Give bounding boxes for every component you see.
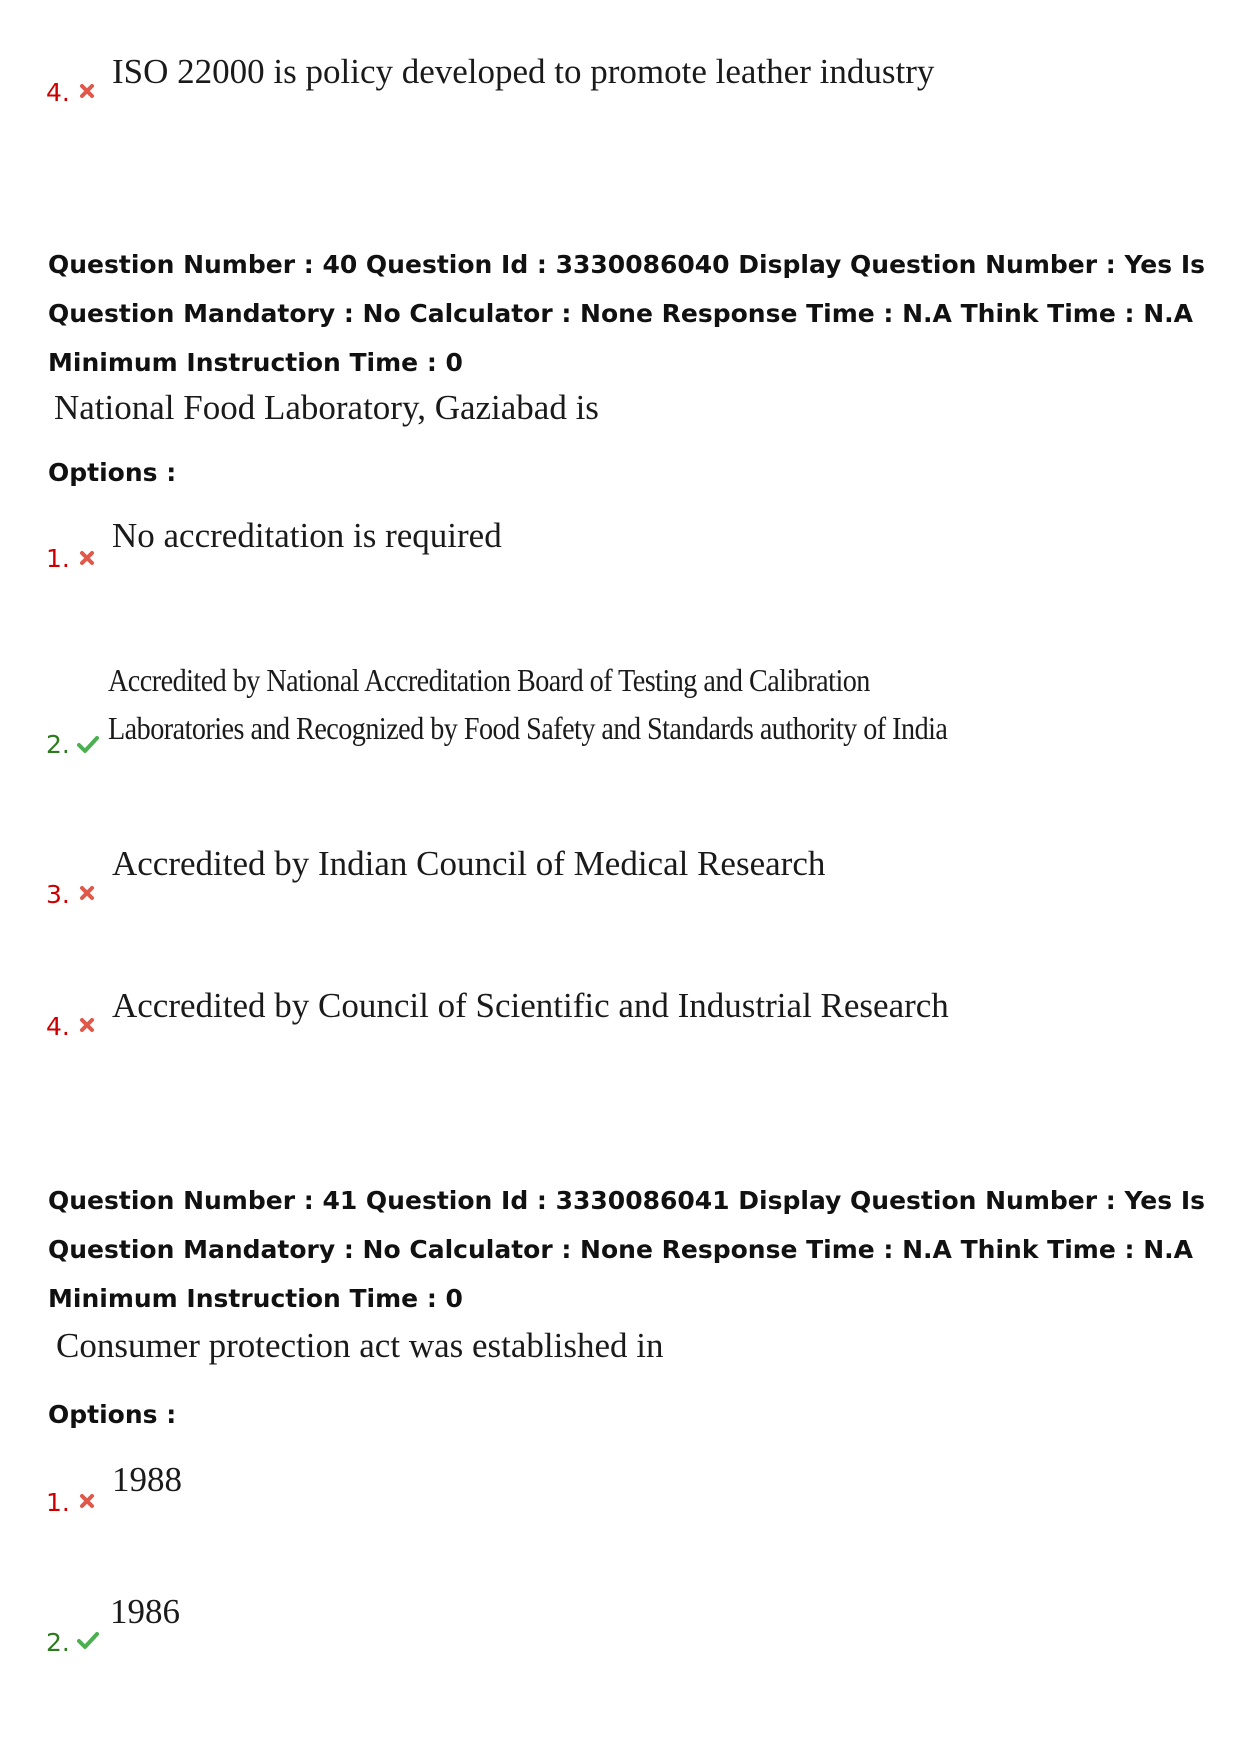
question-meta: Question Number : 41 Question Id : 3330086041 Display Question Number : Yes Is Question Mandatory : No Calculator : None Response Time : N.A Think Time : N.A Minimum Instruction Time : 0	[48, 1186, 1206, 1313]
option-number: 3.	[46, 880, 70, 909]
question-meta: Question Number : 40 Question Id : 3330086040 Display Question Number : Yes Is Question Mandatory : No Calculator : None Response Time : N.A Think Time : N.A Minimum Instruction Time : 0	[48, 250, 1206, 377]
option-number: 4.	[46, 78, 70, 107]
options-label: Options :	[48, 1400, 177, 1429]
question-stem: Consumer protection act was established in	[56, 1326, 664, 1365]
option-text: Accredited by National Accreditation Board of Testing and Calibration Laboratories and Recognized by Food Safety and Standards authority of India	[108, 662, 948, 746]
option-text: Accredited by Indian Council of Medical Research	[112, 844, 826, 883]
cross-icon	[78, 1492, 96, 1510]
option-number: 1.	[46, 1488, 70, 1517]
option-text: No accreditation is required	[112, 516, 502, 555]
option-number: 2.	[46, 730, 70, 759]
cross-icon	[78, 82, 96, 100]
cross-icon	[78, 549, 96, 567]
question-stem: National Food Laboratory, Gaziabad is	[54, 388, 599, 427]
option-text: Accredited by Council of Scientific and Industrial Research	[112, 986, 949, 1025]
check-icon	[76, 734, 100, 754]
option-number: 2.	[46, 1628, 70, 1657]
option-number: 1.	[46, 544, 70, 573]
options-label: Options :	[48, 458, 177, 487]
option-text: 1986	[110, 1592, 180, 1631]
option-text: 1988	[112, 1460, 182, 1499]
cross-icon	[78, 1016, 96, 1034]
check-icon	[76, 1630, 100, 1650]
cross-icon	[78, 884, 96, 902]
option-text: ISO 22000 is policy developed to promote leather industry	[112, 52, 935, 91]
option-number: 4.	[46, 1012, 70, 1041]
